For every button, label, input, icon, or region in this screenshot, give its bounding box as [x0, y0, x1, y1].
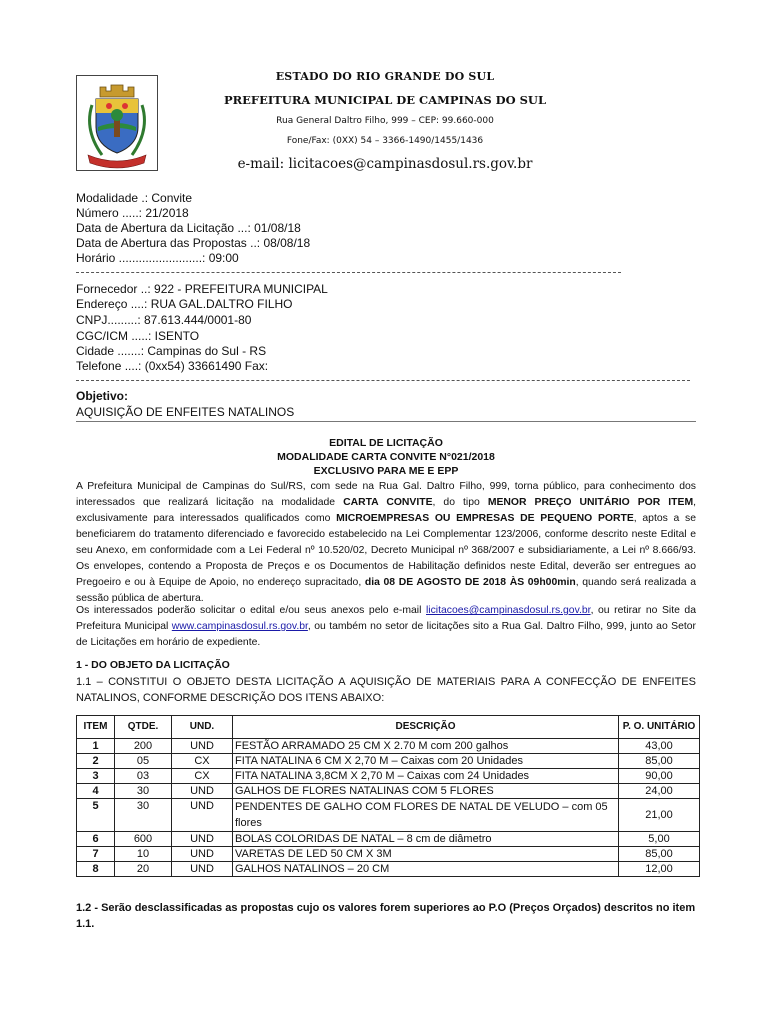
- header-state: ESTADO DO RIO GRANDE DO SUL: [275, 70, 495, 83]
- dashed-divider: [76, 272, 621, 273]
- cell-po: 12,00: [619, 862, 700, 877]
- supplier-cgc: CGC/ICM .....: ISENTO: [76, 329, 200, 343]
- cell-po: 5,00: [619, 832, 700, 847]
- cell-qtde: 03: [115, 769, 172, 784]
- cell-qtde: 20: [115, 862, 172, 877]
- edital-title: EDITAL DE LICITAÇÃO: [329, 437, 443, 449]
- cell-und: UND: [172, 847, 233, 862]
- cell-und: UND: [172, 832, 233, 847]
- table-row: [77, 862, 700, 877]
- cell-qtde: 10: [115, 847, 172, 862]
- table-header-row: [77, 716, 700, 739]
- supplier-cnpj: CNPJ.........: 87.613.444/0001-80: [76, 313, 252, 327]
- table-row: [77, 847, 700, 862]
- cell-und: UND: [172, 799, 233, 832]
- municipal-coat-of-arms-icon: [76, 75, 158, 171]
- cell-und: UND: [172, 862, 233, 877]
- cell-qtde: 30: [115, 784, 172, 799]
- cell-descricao: PENDENTES DE GALHO COM FLORES DE NATAL DE VELUDO – com 05 flores: [233, 799, 619, 832]
- edital-paragraph-1: A Prefeitura Municipal de Campinas do Sul/RS, com sede na Rua Gal. Daltro Filho, 999, torna público, para conhecimento dos interessados que realizará licitação na modalidade CARTA CONVITE, do tipo MENOR PREÇO UNITÁRIO POR ITEM, exclusivamente para interessados qualificados como MICROEMPRESAS OU EMPRESAS DE PEQUENO PORTE, aptos a se beneficiarem do tratamento diferenciado e favorecido estabelecido na Lei Complementar 123/2006, conforme descrito neste Edital e seu Anexo, em conformidade com a Lei Federal nº 10.520/02, Decreto Municipal nº 368/2007 e subsidiariamente, a Lei nº 8.666/93. Os envelopes, contendo a Proposta de Preços e os Documentos de Habilitação definidos neste Edital, deverão ser entregues ao Pregoeiro e ou à Equipe de Apoio, no endereço supracitado, dia 08 DE AGOSTO DE 2018 ÀS 09h00min, quando será realizada a sessão pública de abertura.: [76, 481, 696, 604]
- edital-exclusivo: EXCLUSIVO PARA ME E EPP: [313, 465, 459, 477]
- header-address: Rua General Daltro Filho, 999 – CEP: 99.660-000: [276, 116, 494, 126]
- dashed-divider: [76, 380, 690, 381]
- cell-descricao: FITA NATALINA 6 CM X 2,70 M – Caixas com 20 Unidades: [233, 754, 619, 769]
- cell-und: UND: [172, 784, 233, 799]
- cell-po: 21,00: [619, 799, 700, 832]
- col-header-qtde: QTDE.: [115, 716, 172, 739]
- cell-po: 85,00: [619, 847, 700, 862]
- edital-paragraph-2: Os interessados poderão solicitar o edital e/ou seus anexos pelo e-mail licitacoes@campinasdosul.rs.gov.br, ou retirar no Site da Prefeitura Municipal www.campinasdosul.rs.gov.br, ou também no setor de licitações sito a Rua Gal. Daltro Filho, 999, junto ao Setor de Licitações em horário de expediente.: [76, 605, 696, 648]
- cell-item: 6: [77, 832, 115, 847]
- cell-descricao: GALHOS NATALINOS – 20 CM: [233, 862, 619, 877]
- col-header-und: UND.: [172, 716, 233, 739]
- table-row: [77, 832, 700, 847]
- final-note: 1.2 - Serão desclassificadas as propostas cujo os valores forem superiores ao P.O (Preços Orçados) descritos no item 1.1.: [76, 902, 696, 930]
- cell-qtde: 30: [115, 799, 172, 832]
- table-row: [77, 739, 700, 754]
- cell-po: 90,00: [619, 769, 700, 784]
- cell-item: 2: [77, 754, 115, 769]
- cell-item: 8: [77, 862, 115, 877]
- supplier-fornecedor: Fornecedor ..: 922 - PREFEITURA MUNICIPAL: [76, 282, 328, 296]
- cell-und: UND: [172, 739, 233, 754]
- info-numero: Número .....: 21/2018: [76, 206, 189, 220]
- table-row: [77, 754, 700, 769]
- items-table: [76, 715, 700, 877]
- table-row: [77, 769, 700, 784]
- supplier-telefone: Telefone ....: (0xx54) 33661490 Fax:: [76, 359, 269, 373]
- cell-qtde: 05: [115, 754, 172, 769]
- cell-descricao: BOLAS COLORIDAS DE NATAL – 8 cm de diâmetro: [233, 832, 619, 847]
- cell-qtde: 600: [115, 832, 172, 847]
- cell-qtde: 200: [115, 739, 172, 754]
- col-header-descricao: DESCRIÇÃO: [233, 716, 619, 739]
- section-1-text: 1.1 – CONSTITUI O OBJETO DESTA LICITAÇÃO A AQUISIÇÃO DE MATERIAIS PARA A CONFECÇÃO DE ENFEITES NATALINOS, CONFORME DESCRIÇÃO DOS ITENS ABAIXO:: [76, 676, 696, 704]
- website-link[interactable]: www.campinasdosul.rs.gov.br: [171, 621, 308, 632]
- cell-descricao: GALHOS DE FLORES NATALINAS COM 5 FLORES: [233, 784, 619, 799]
- edital-modalidade: MODALIDADE CARTA CONVITE N°021/2018: [277, 451, 495, 463]
- info-abertura-propostas: Data de Abertura das Propostas ..: 08/08/18: [76, 236, 311, 250]
- objetivo-label: Objetivo:: [76, 389, 129, 403]
- cell-item: 5: [77, 799, 115, 832]
- table-row: [77, 799, 700, 832]
- cell-item: 7: [77, 847, 115, 862]
- header-prefeitura: PREFEITURA MUNICIPAL DE CAMPINAS DO SUL: [223, 93, 547, 107]
- email-link[interactable]: licitacoes@campinasdosul.rs.gov.br: [426, 605, 591, 616]
- cell-po: 85,00: [619, 754, 700, 769]
- cell-item: 1: [77, 739, 115, 754]
- col-header-po-unitario: P. O. UNITÁRIO: [619, 716, 700, 739]
- info-abertura-licitacao: Data de Abertura da Licitação ...: 01/08/18: [76, 221, 301, 235]
- objetivo-rule: [76, 421, 696, 422]
- header-email: e-mail: licitacoes@campinasdosul.rs.gov.br: [237, 156, 533, 172]
- cell-und: CX: [172, 754, 233, 769]
- objetivo-value: AQUISIÇÃO DE ENFEITES NATALINOS: [76, 405, 295, 419]
- cell-item: 4: [77, 784, 115, 799]
- section-1-title: 1 - DO OBJETO DA LICITAÇÃO: [76, 659, 230, 671]
- header-phone: Fone/Fax: (0XX) 54 – 3366-1490/1455/1436: [286, 136, 484, 146]
- supplier-endereco: Endereço ....: RUA GAL.DALTRO FILHO: [76, 297, 293, 311]
- col-header-item: ITEM: [77, 716, 115, 739]
- cell-po: 24,00: [619, 784, 700, 799]
- cell-descricao: VARETAS DE LED 50 CM X 3M: [233, 847, 619, 862]
- info-horario: Horário .........................: 09:00: [76, 251, 239, 265]
- cell-descricao: FESTÃO ARRAMADO 25 CM X 2.70 M com 200 galhos: [233, 739, 619, 754]
- cell-descricao: FITA NATALINA 3,8CM X 2,70 M – Caixas com 24 Unidades: [233, 769, 619, 784]
- table-row: [77, 784, 700, 799]
- cell-po: 43,00: [619, 739, 700, 754]
- supplier-cidade: Cidade .......: Campinas do Sul - RS: [76, 344, 267, 358]
- cell-und: CX: [172, 769, 233, 784]
- info-modalidade: Modalidade .: Convite: [76, 191, 193, 205]
- cell-item: 3: [77, 769, 115, 784]
